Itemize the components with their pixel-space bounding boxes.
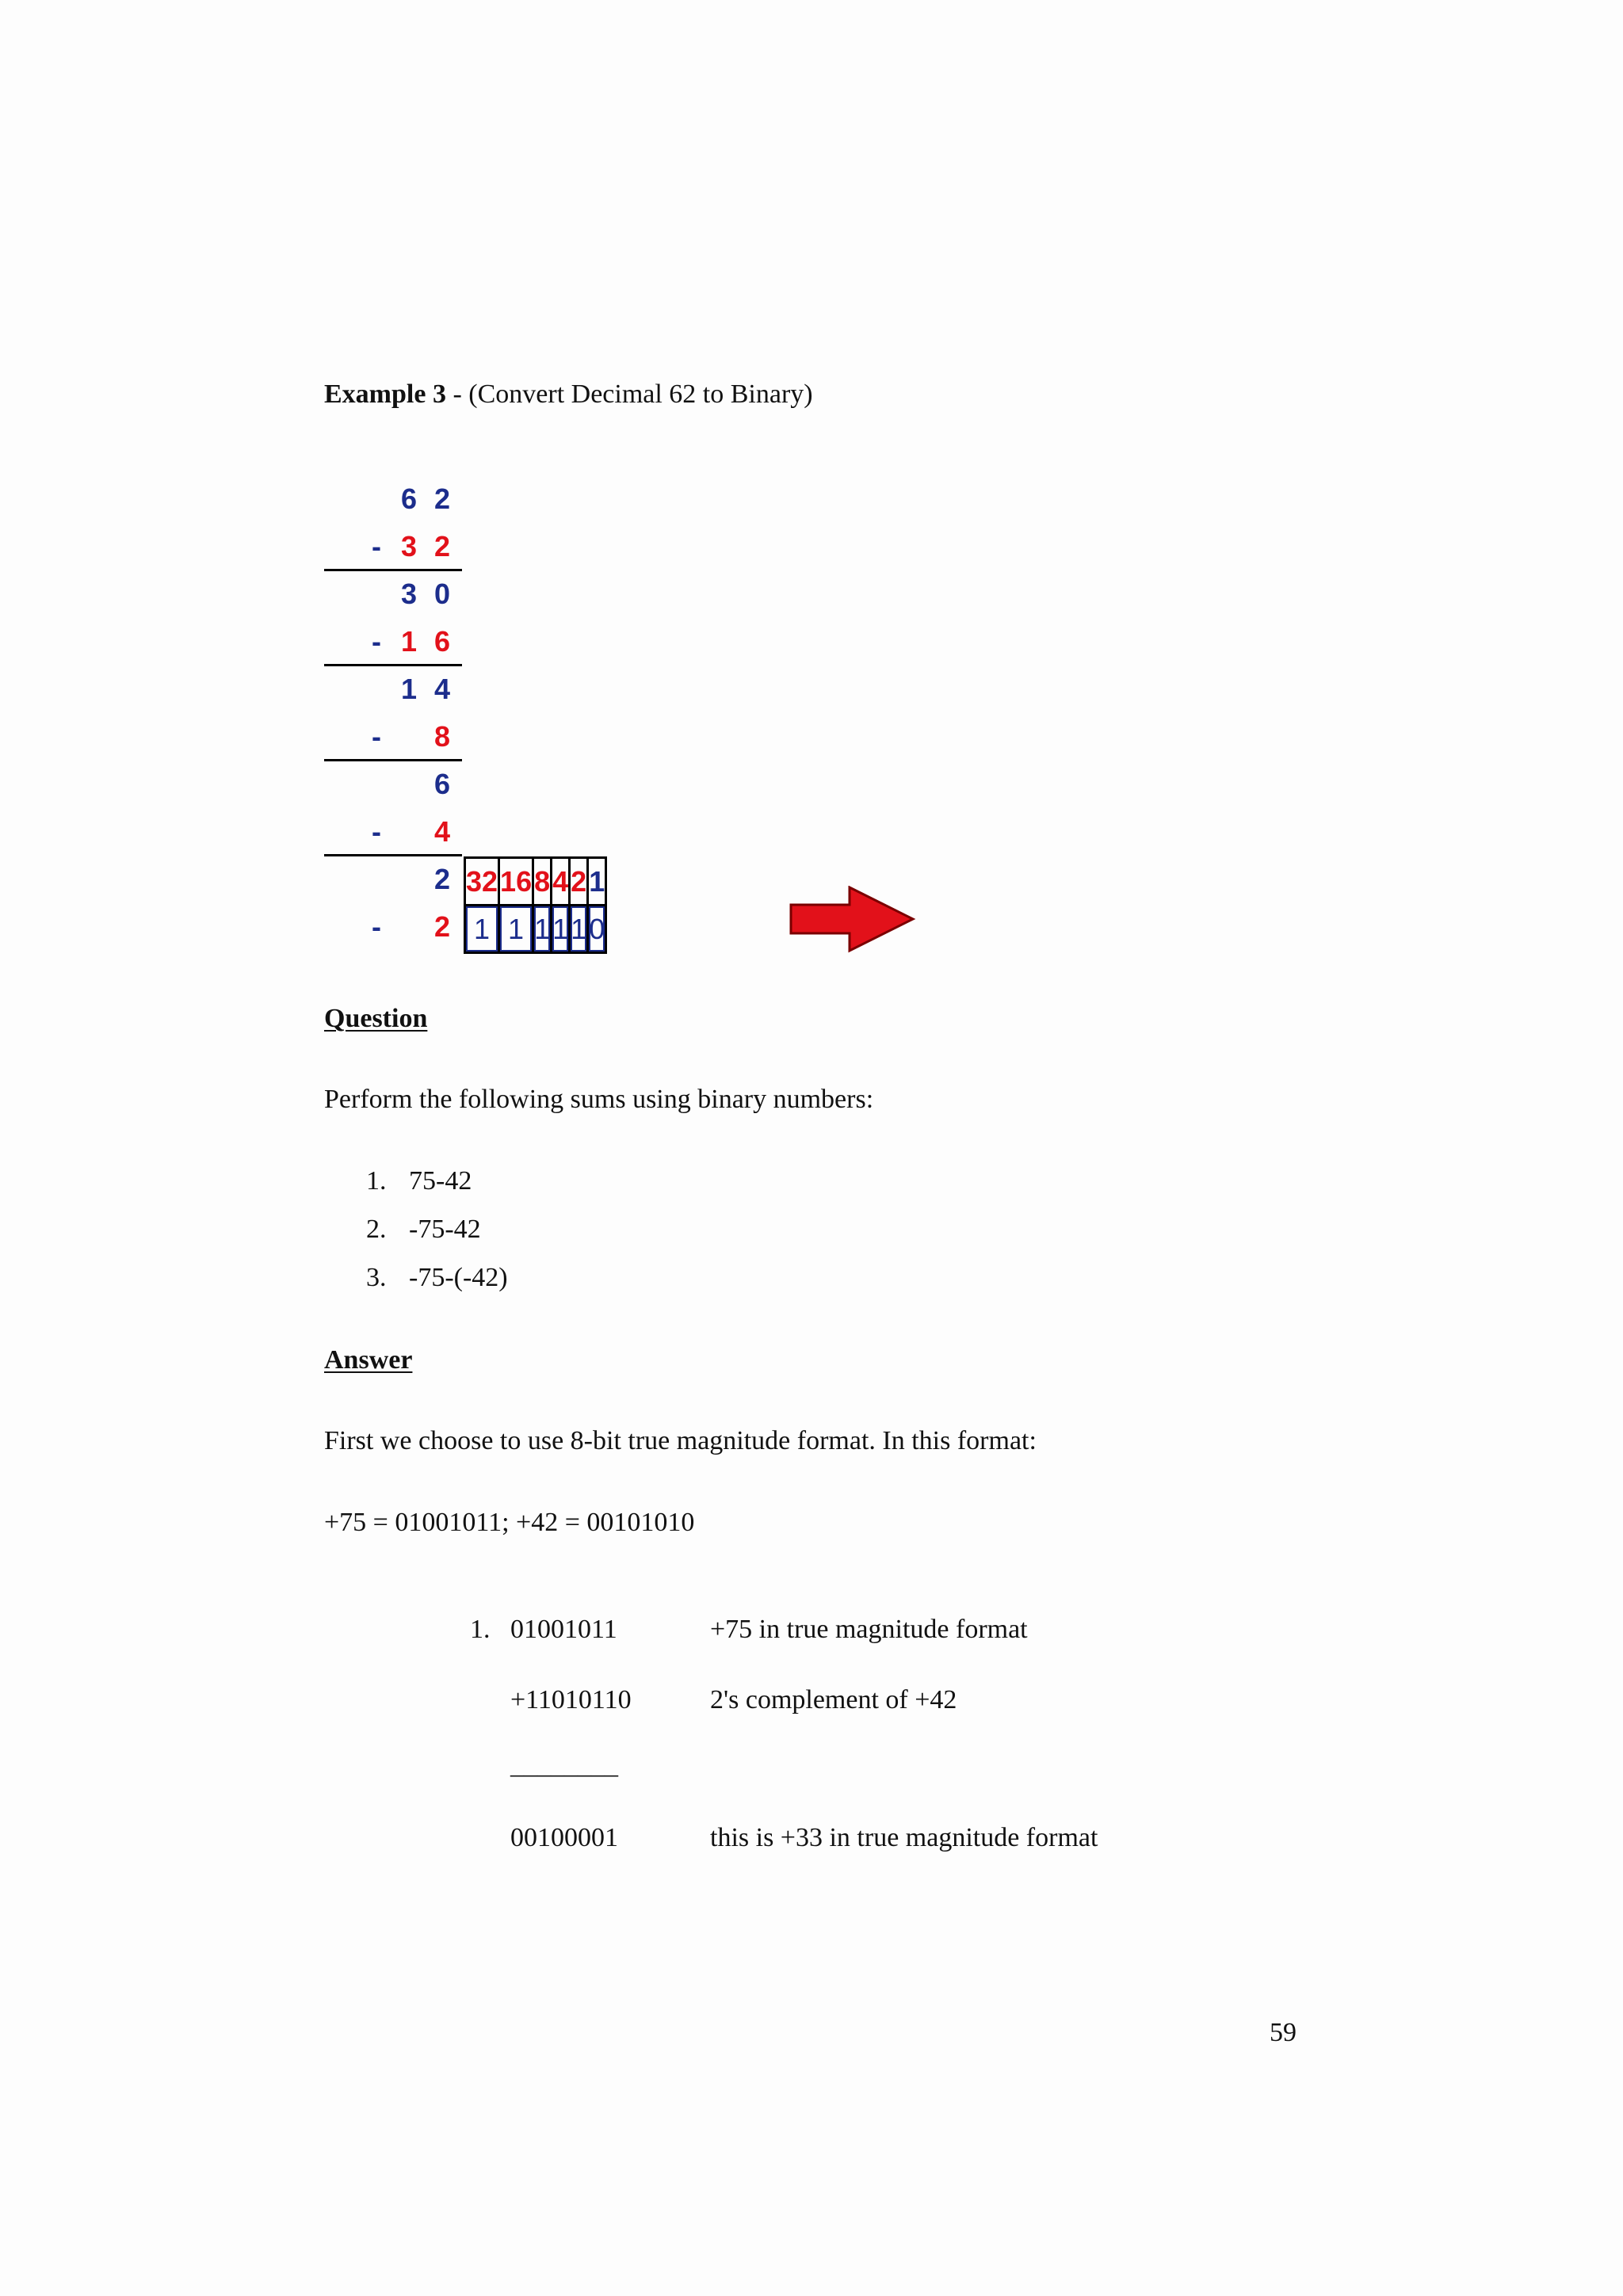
ones-digit: 6 <box>433 625 451 658</box>
weight-cell: 1 <box>588 858 606 906</box>
subtraction-rule <box>324 854 462 856</box>
working-divider: ________ <box>510 1750 618 1779</box>
binary-weight-table <box>464 856 607 954</box>
example-heading <box>324 379 813 410</box>
working-note-1: +75 in true magnitude format <box>710 1615 1028 1644</box>
example-label: Example 3 <box>324 379 446 409</box>
list-item-number: 3. <box>366 1263 387 1292</box>
weight-cell: 32 <box>465 858 499 906</box>
bit-cell: 0 <box>588 906 606 953</box>
bit-cell: 1 <box>552 906 570 953</box>
answer-values: +75 = 01001011; +42 = 00101010 <box>324 1508 695 1537</box>
ones-digit: 0 <box>433 578 451 610</box>
tens-digit: 1 <box>400 625 418 658</box>
working-number: 1. <box>470 1615 491 1644</box>
list-item-text: -75-(-42) <box>409 1263 508 1292</box>
weight-cell: 2 <box>570 858 588 906</box>
list-item-text: -75-42 <box>409 1215 481 1244</box>
minus-sign: - <box>372 910 381 943</box>
ones-digit: 2 <box>433 530 451 563</box>
page-number: 59 <box>1270 2018 1296 2047</box>
tens-digit: 6 <box>400 482 418 515</box>
bits-row <box>465 906 606 953</box>
ones-digit: 4 <box>433 673 451 705</box>
bit-cell: 1 <box>465 906 499 953</box>
weights-row <box>465 858 606 906</box>
minus-sign: - <box>372 530 381 563</box>
tens-digit: 3 <box>400 578 418 610</box>
working-line-1: 01001011 <box>510 1615 617 1644</box>
question-heading: Question <box>324 1004 428 1033</box>
subtraction-rule <box>324 664 462 666</box>
weight-cell: 4 <box>552 858 570 906</box>
subtraction-rule <box>324 759 462 761</box>
ones-digit: 4 <box>433 815 451 848</box>
list-item-text: 75-42 <box>409 1166 472 1196</box>
bit-cell: 1 <box>499 906 533 953</box>
right-arrow-icon <box>789 886 916 954</box>
question-prompt: Perform the following sums using binary numbers: <box>324 1085 874 1114</box>
subtraction-rule <box>324 569 462 571</box>
ones-digit: 8 <box>433 720 451 753</box>
working-note-3: this is +33 in true magnitude format <box>710 1823 1098 1852</box>
working-line-2: +11010110 <box>510 1685 632 1714</box>
weight-cell: 8 <box>533 858 552 906</box>
answer-heading: Answer <box>324 1345 413 1375</box>
list-item-number: 1. <box>366 1166 387 1196</box>
ones-digit: 6 <box>433 768 451 800</box>
ones-digit: 2 <box>433 863 451 895</box>
working-result: 00100001 <box>510 1823 618 1852</box>
list-item-number: 2. <box>366 1215 387 1244</box>
weight-cell: 16 <box>499 858 533 906</box>
bit-cell: 1 <box>533 906 552 953</box>
minus-sign: - <box>372 815 381 848</box>
ones-digit: 2 <box>433 482 451 515</box>
answer-intro: First we choose to use 8-bit true magnitude format. In this format: <box>324 1426 1037 1455</box>
working-note-2: 2's complement of +42 <box>710 1685 957 1714</box>
bit-cell: 1 <box>570 906 588 953</box>
minus-sign: - <box>372 720 381 753</box>
minus-sign: - <box>372 625 381 658</box>
tens-digit: 3 <box>400 530 418 563</box>
tens-digit: 1 <box>400 673 418 705</box>
example-title: - (Convert Decimal 62 to Binary) <box>445 379 813 409</box>
ones-digit: 2 <box>433 910 451 943</box>
